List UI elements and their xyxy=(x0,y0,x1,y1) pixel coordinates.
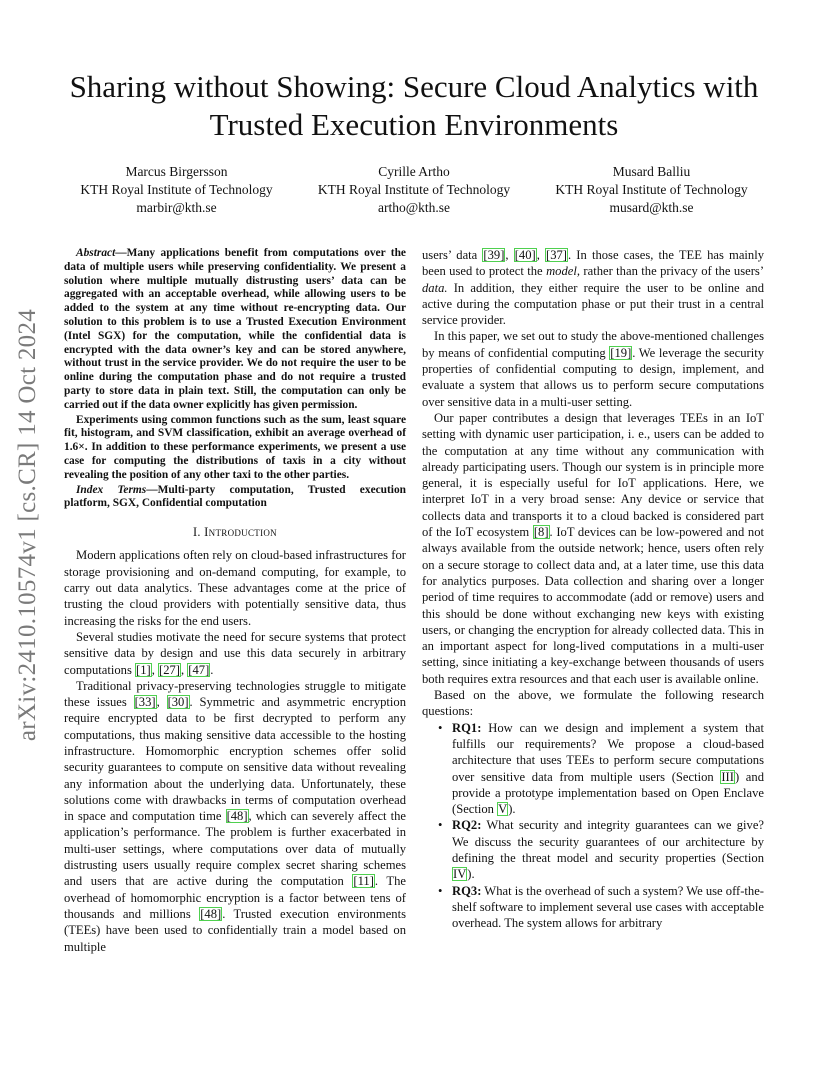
author-2 xyxy=(302,163,527,217)
citation-link[interactable]: [27] xyxy=(159,662,180,677)
section-heading-introduction xyxy=(64,524,406,540)
list-item xyxy=(438,883,764,932)
list-item xyxy=(438,720,764,818)
rq-label: RQ1: xyxy=(452,720,482,735)
citation-link[interactable]: [11] xyxy=(353,874,374,889)
author-block xyxy=(64,163,764,217)
rq-text: How can we design and implement a system that fulfills our requirements? We propose a cloud-based architecture that uses TEEs to perform secure computations over sensitive data from multiple users (Section xyxy=(452,720,764,784)
citation-link[interactable]: [33] xyxy=(134,695,156,710)
abstract xyxy=(64,247,406,413)
section-link[interactable]: V xyxy=(498,802,508,817)
paragraph-text: Several studies motivate the need for secure systems that protect sensitive data by design and use this data securely in arbitrary computations xyxy=(64,629,406,677)
paragraph-text: Traditional privacy-preserving technologies struggle to mitigate these issues xyxy=(64,678,406,710)
paragraph-text: . In those cases, the TEE has mainly been used to protect the xyxy=(422,248,765,279)
citation-link[interactable]: [47] xyxy=(188,662,210,677)
index-terms-text: —Multi-party computation, Trusted execution platform, SGX, Confidential computation xyxy=(64,483,406,510)
paragraph-text: . The overhead of homomorphic encryption is a factor between tens of thousands and millions xyxy=(64,874,406,921)
emphasis-text: model, xyxy=(546,264,580,279)
arxiv-id: arXiv:2410.10574v1 [cs.CR] 14 Oct 2024 xyxy=(14,308,41,742)
author-name: Musard Balliu xyxy=(612,164,691,179)
author-name: Marcus Birgersson xyxy=(125,164,228,179)
author-affiliation: KTH Royal Institute of Technology xyxy=(80,182,273,197)
author-affiliation: KTH Royal Institute of Technology xyxy=(555,182,748,197)
rq-text: ). xyxy=(508,802,516,817)
intro-paragraph-2: Several studies motivate the need for secure systems that protect sensitive data by design and use this data securely in arbitrary computations [1], [27], [47]. xyxy=(64,629,406,677)
citation-link[interactable]: [8] xyxy=(533,525,549,540)
rq-text: What security and integrity guarantees can we give? We discuss the security guarantees of our architecture by defining the threat model and security properties (Section xyxy=(452,818,764,865)
right-paragraph-3: Based on the above, we formulate the following research questions: xyxy=(422,688,764,719)
paragraph-text: . Trusted execution environments (TEEs) have been used to confidentially train a model based on multiple xyxy=(64,906,406,954)
author-email: marbir@kth.se xyxy=(136,200,217,215)
section-link[interactable]: III xyxy=(721,769,734,784)
paragraph-text: . We leverage the security properties of confidential computing to design, implement, and evaluate a system that allows us to perform secure computations over sensitive data in a multi-user setting. xyxy=(422,345,764,409)
author-affiliation: KTH Royal Institute of Technology xyxy=(317,182,511,197)
citation-link[interactable]: [30] xyxy=(167,695,189,710)
abstract-text: —Many applications benefit from computations over the data of multiple users while preserving confidentiality. We present a solution where multiple mutually distrusting users’ data can be aggregated with an acceptable overhead, while allowing users to be added to the system at any time without re-encrypting data. Our solution to this problem is to use a Trusted Execution Environment (Intel SGX) for the computation, while the confidential data is encrypted with the data owner’s key and can be stored anywhere, without trust in the service provider. We do not require the user to be online during the computation phase and do not require a trusted party to store data in plain text. Still, the computation can only be carried out if the data owner explicitly has given permission. xyxy=(64,247,406,411)
list-item xyxy=(438,817,764,882)
paragraph-text: . IoT devices can be low-powered and not always available from the outside network; hence, users often rely on a secure storage to collect data and, at a later time, use this data for analytics purposes. Data collection and sharing over a longer period of time requires to accommodate (add or remove) users and this should be done without exchanging new keys with existing users, or changing the encryption for already collected data. This in an important aspect for long-lived computations in a multi-user setting, since initiating a key-exchange between thousands of users both requires extra resources and that each user is available online. xyxy=(422,525,764,686)
citation-link[interactable]: [19] xyxy=(610,345,632,360)
continued-paragraph: users’ data [39], [40], [37]. In those cases, the TEE has mainly been used to protect the model, rather than the privacy of the users’ data. In addition, they either require the user to be online and active during the computation phase or put their trust in a central service provider. xyxy=(422,248,765,328)
paragraph-text: Our paper contributes a design that leverages TEEs in an IoT setting with dynamic user participation, i. e., users can be added to the computation at any time without any communication with already participating users. Though our system is in principle more general, it is especially useful for IoT applications. Here, we interpret IoT in a very broad sense: Any device or service that collects data and transports it to a cloud backed is considered part of the IoT ecosystem xyxy=(422,410,764,540)
abstract-paragraph-2: Experiments using common functions such as the sum, least square fit, histogram, and SVM classification, exhibit an average overhead of 1.6×. In addition to these performance experiments, we present a use case for computing the distributions of taxis in a city without revealing the position of any other taxi to the other parties. xyxy=(64,413,406,481)
section-numeral: I. xyxy=(193,525,201,540)
section-title: Introduction xyxy=(204,525,277,540)
author-3 xyxy=(539,163,764,217)
citation-link[interactable]: [1] xyxy=(136,662,151,677)
author-name: Cyrille Artho xyxy=(378,164,450,179)
author-email: artho@kth.se xyxy=(377,200,451,215)
arxiv-watermark xyxy=(8,290,48,760)
citation-link[interactable]: [48] xyxy=(226,809,248,824)
intro-paragraph-1: Modern applications often rely on cloud-based infrastructures for storage provisioning and on-demand computing, for example, to carry out data analytics. These advantages come at the price of trusting the cloud providers with potentially sensitive data, thus increasing the risks for the end users. xyxy=(64,548,406,628)
intro-paragraph-3: Traditional privacy-preserving technologies struggle to mitigate these issues [33], [30]. Symmetric and asymmetric encryption require encrypted data to be first decrypted to perform any computations, thus making sensitive data accessible to the hosting infrastructure. Homomorphic encryption schemes offer solid security guarantees to compute on sensitive data without revealing any information about the underlying data. Unfortunately, these solutions come with drawbacks in terms of computation overhead in space and computation time [48], which can severely affect the application’s performance. The problem is further exacerbated in multi-user settings, where computations over data of mutually distrusting users usually require complex secret sharing schemes and users that are active during the computation [11]. The overhead of homomorphic encryption is a factor between tens of thousands and millions [48]. Trusted execution environments (TEEs) have been used to confidentially train a model based on multiple xyxy=(64,678,407,954)
abstract-label: Abstract xyxy=(76,247,116,259)
paragraph-text: . Symmetric and asymmetric encryption require encrypted data to be first decrypted to perform any computations, thus making sensitive data accessible to the hosting infrastructure. Homomorphic encryption schemes offer solid security guarantees to compute on sensitive data without revealing any information about the underlying data. Unfortunately, these solutions come with drawbacks in terms of computation overhead in space and computation time xyxy=(64,695,407,824)
right-paragraph-1 xyxy=(422,328,764,409)
paragraph-text: , which can severely affect the application’s performance. The problem is further exacerbated in multi-user settings, where computations over data of mutually distrusting users usually require complex secret sharing schemes and users that are active during the computation xyxy=(64,809,406,889)
right-paragraph-2 xyxy=(422,410,764,687)
rq-text: ) and provide a prototype implementation based on Open Enclave (Section xyxy=(452,769,764,817)
index-terms xyxy=(64,484,406,512)
left-column xyxy=(64,247,406,955)
paragraph-text: In this paper, we set out to study the above-mentioned challenges by means of confidential computing xyxy=(422,329,764,360)
section-link[interactable]: IV xyxy=(453,867,467,882)
citation-link[interactable]: [40] xyxy=(514,248,536,262)
paragraph-text: rather than the privacy of the users’ xyxy=(580,264,765,279)
paper-title: Sharing without Showing: Secure Cloud Analytics with Trusted Execution Environments xyxy=(69,69,759,142)
index-terms-label: Index Terms xyxy=(76,483,147,496)
rq-label: RQ3: xyxy=(452,883,482,898)
author-email: musard@kth.se xyxy=(609,200,694,215)
rq-text: What is the overhead of such a system? We use off-the-shelf software to implement several use cases with acceptable overhead. The system allows for arbitrary xyxy=(452,883,764,931)
paragraph-text: In addition, they either require the user to be online and active during the computation phase or put their trust in a central service provider. xyxy=(422,280,764,328)
rq-label: RQ2: xyxy=(452,818,482,833)
citation-link[interactable]: [37] xyxy=(546,248,567,262)
author-1 xyxy=(64,163,289,217)
rq-text: ). xyxy=(467,867,475,882)
citation-link[interactable]: [48] xyxy=(200,906,222,921)
research-questions-list xyxy=(422,720,764,932)
emphasis-text: data. xyxy=(422,280,448,295)
paragraph-text: users’ data xyxy=(422,248,483,262)
right-column xyxy=(422,247,764,931)
citation-link[interactable]: [39] xyxy=(483,248,505,262)
